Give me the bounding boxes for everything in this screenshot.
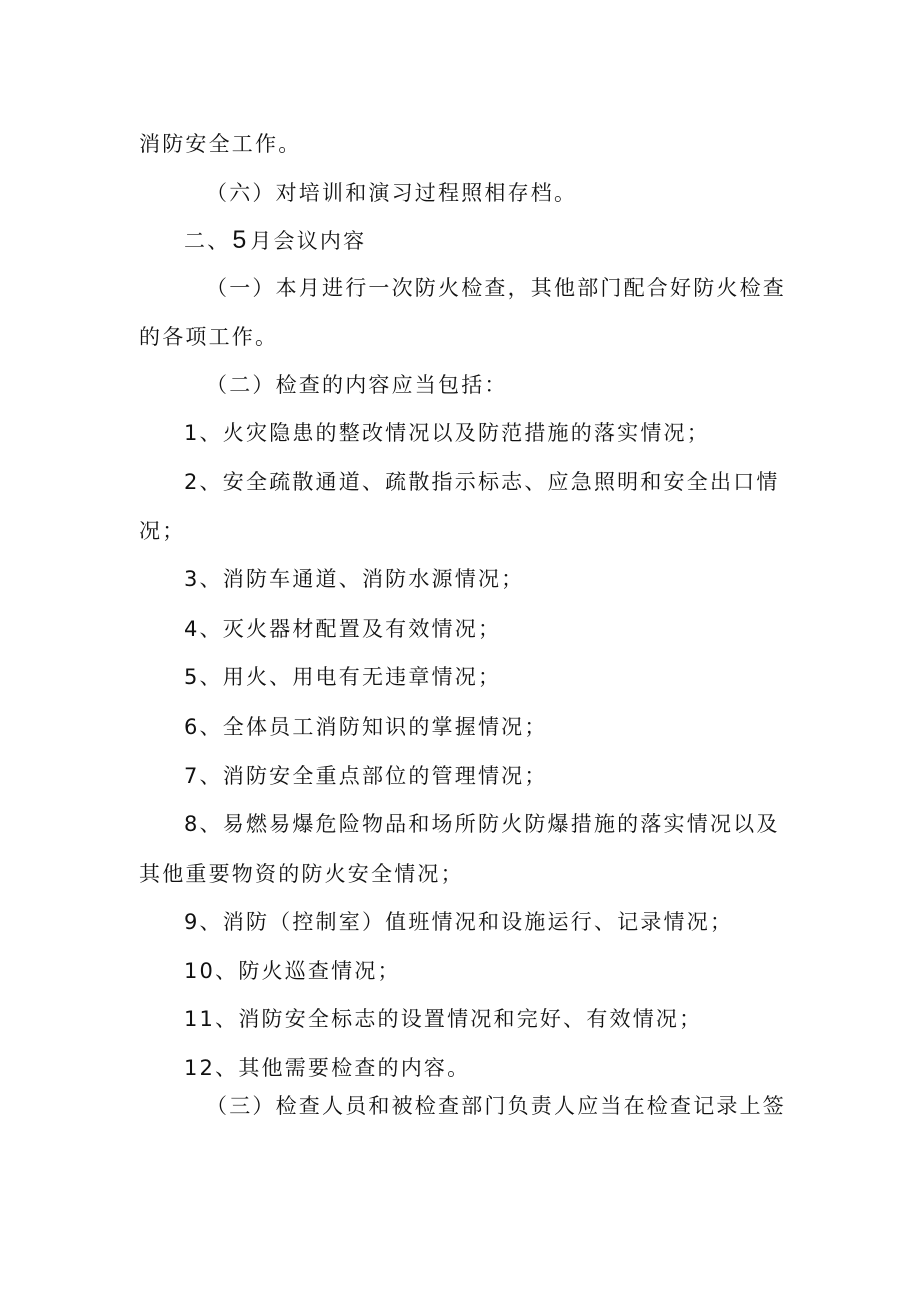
list-item: 6、全体员工消防知识的掌握情况； [184, 715, 548, 739]
list-item: 7、消防安全重点部位的管理情况； [184, 764, 548, 788]
list-item: 4、灭火器材配置及有效情况； [184, 617, 502, 641]
text-line: 况； [139, 519, 186, 543]
heading-suffix: 月会议内容 [250, 229, 367, 253]
list-item: 12、其他需要检查的内容。 [184, 1056, 471, 1080]
list-item: 9、消防（控制室）值班情况和设施运行、记录情况； [184, 910, 734, 934]
list-item: 3、消防车通道、消防水源情况； [184, 567, 525, 591]
text-line: （二）检查的内容应当包括： [206, 373, 508, 397]
list-item: 1、火灾隐患的整改情况以及防范措施的落实情况； [184, 421, 710, 445]
text-line: 其他重要物资的防火安全情况； [139, 862, 464, 886]
heading-prefix: 二、 [184, 229, 231, 253]
heading-number: 5 [232, 226, 247, 254]
list-item: 2、安全疏散通道、疏散指示标志、应急照明和安全出口情 [184, 470, 780, 494]
text-line: （一）本月进行一次防火检查，其他部门配合好防火检查 [206, 276, 786, 300]
text-line: 的各项工作。 [139, 325, 279, 349]
text-line: （六）对培训和演习过程照相存档。 [206, 181, 578, 205]
list-item: 10、防火巡查情况； [184, 959, 401, 983]
list-item: 8、易燃易爆危险物品和场所防火防爆措施的落实情况以及 [184, 812, 780, 836]
text-line: 消防安全工作。 [139, 132, 302, 156]
section-heading [184, 225, 366, 256]
list-item: 5、用火、用电有无违章情况； [184, 665, 502, 689]
text-line: （三）检查人员和被检查部门负责人应当在检查记录上签 [206, 1094, 786, 1118]
list-item: 11、消防安全标志的设置情况和完好、有效情况； [184, 1007, 703, 1031]
